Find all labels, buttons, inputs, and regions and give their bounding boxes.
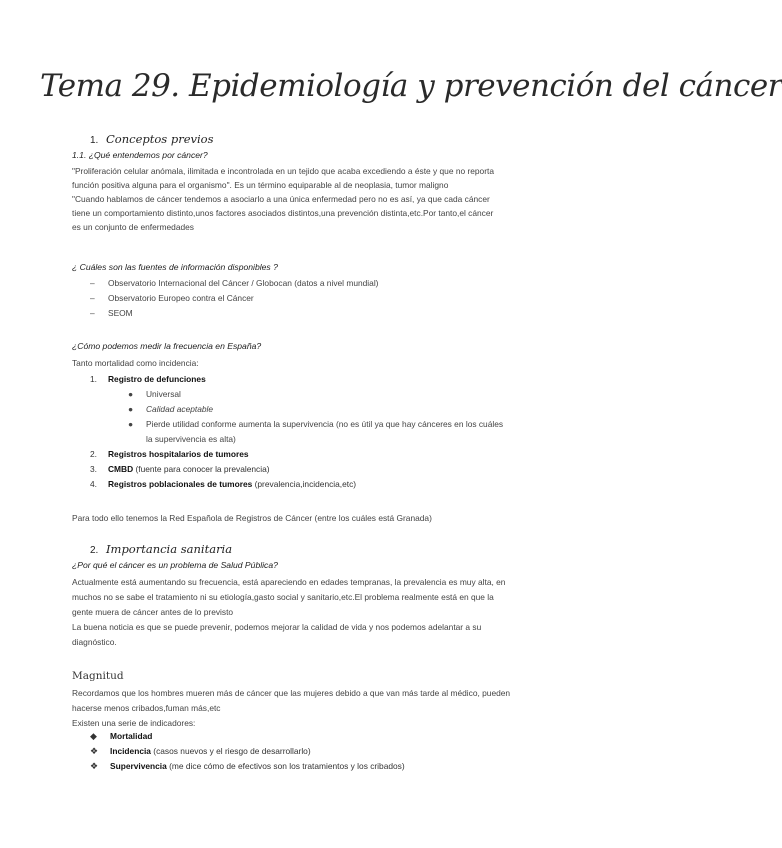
intro-line: Tanto mortalidad como incidencia: bbox=[72, 358, 199, 368]
four-diamond-bullet-icon: ❖ bbox=[90, 761, 99, 771]
list-item-registros-hospitalarios: 2. Registros hospitalarios de tumores bbox=[90, 449, 249, 459]
magnitud-heading: Magnitud bbox=[72, 670, 124, 682]
indicator-mortalidad: ◆ Mortalidad bbox=[90, 731, 153, 741]
indicator-supervivencia: ❖ Supervivencia (me dice cómo de efectivos son los tratamientos y los cribados) bbox=[90, 761, 405, 771]
list-item-registro-defunciones: 1. Registro de defunciones bbox=[90, 374, 206, 384]
sub-list-item: ● Universal bbox=[128, 389, 181, 399]
section-1-heading bbox=[90, 132, 214, 146]
paragraph-line: "Cuando hablamos de cáncer tendemos a asociarlo a una única enfermedad pero no es así, ya que cada cáncer bbox=[72, 194, 490, 204]
section-1-number: 1. bbox=[90, 135, 99, 146]
paragraph-line: Actualmente está aumentando su frecuencia, está apareciendo en edades tempranas, la prevalencia es muy alta, en bbox=[72, 577, 506, 587]
question-sources: ¿ Cuáles son las fuentes de información disponibles ? bbox=[72, 262, 278, 272]
paragraph-line: hacerse menos cribados,fuman más,etc bbox=[72, 703, 221, 713]
closing-line: Para todo ello tenemos la Red Española de Registros de Cáncer (entre los cuáles está Granada) bbox=[72, 513, 432, 523]
paragraph-line: es un conjunto de enfermedades bbox=[72, 222, 194, 232]
list-item-cmbd: 3. CMBD (fuente para conocer la prevalencia) bbox=[90, 464, 270, 474]
source-item: – Observatorio Internacional del Cáncer / Globocan (datos a nivel mundial) bbox=[90, 278, 379, 288]
paragraph-line: tiene un comportamiento distinto,unos factores asociados distintos,una prevención distinta,etc.Por tanto,el cáncer bbox=[72, 208, 494, 218]
list-item-registros-poblacionales: 4. Registros poblacionales de tumores (prevalencia,incidencia,etc) bbox=[90, 479, 357, 489]
source-item: – SEOM bbox=[90, 308, 133, 318]
question-what-is-cancer: 1.1. ¿Qué entendemos por cáncer? bbox=[72, 150, 208, 160]
section-1-title: Conceptos previos bbox=[106, 132, 214, 146]
paragraph-line: muchos no se sabe el tratamiento ni su etiología,gasto social y sanitario,etc.El problema realmente está en que la bbox=[72, 592, 494, 602]
paragraph-line: diagnóstico. bbox=[72, 637, 117, 647]
paragraph-line: Existen una serie de indicadores: bbox=[72, 718, 196, 728]
sub-list-item-continuation: la supervivencia es alta) bbox=[146, 434, 236, 444]
question-frequency: ¿Cómo podemos medir la frecuencia en España? bbox=[72, 341, 262, 351]
four-diamond-bullet-icon: ❖ bbox=[90, 746, 99, 756]
paragraph-line: "Proliferación celular anómala, ilimitada e incontrolada en un tejido que acaba excediendo a éste y que no reporta bbox=[72, 166, 494, 176]
sub-list-item: ● Calidad aceptable bbox=[128, 404, 214, 414]
paragraph-line: función positiva alguna para el organismo". Es un término equiparable al de neoplasia, tumor maligno bbox=[72, 180, 449, 190]
indicator-incidencia: ❖ Incidencia (casos nuevos y el riesgo de desarrollarlo) bbox=[90, 746, 311, 756]
paragraph-line: gente muera de cáncer antes de lo previsto bbox=[72, 607, 234, 617]
diamond-bullet-icon: ◆ bbox=[90, 731, 97, 741]
section-2-title: Importancia sanitaria bbox=[106, 542, 233, 556]
paragraph-line: La buena noticia es que se puede prevenir, podemos mejorar la calidad de vida y nos podemos adelantar a su bbox=[72, 622, 482, 632]
section-2-heading bbox=[90, 542, 232, 556]
page-title: Tema 29. Epidemiología y prevención del cáncer bbox=[40, 68, 782, 104]
section-2-number: 2. bbox=[90, 545, 99, 556]
sub-list-item: ● Pierde utilidad conforme aumenta la supervivencia (no es útil ya que hay cánceres en los cuáles bbox=[128, 419, 504, 429]
source-item: – Observatorio Europeo contra el Cáncer bbox=[90, 293, 254, 303]
paragraph-line: Recordamos que los hombres mueren más de cáncer que las mujeres debido a que van más tarde al médico, pueden bbox=[72, 688, 511, 698]
question-public-health: ¿Por qué el cáncer es un problema de Salud Pública? bbox=[72, 560, 278, 570]
